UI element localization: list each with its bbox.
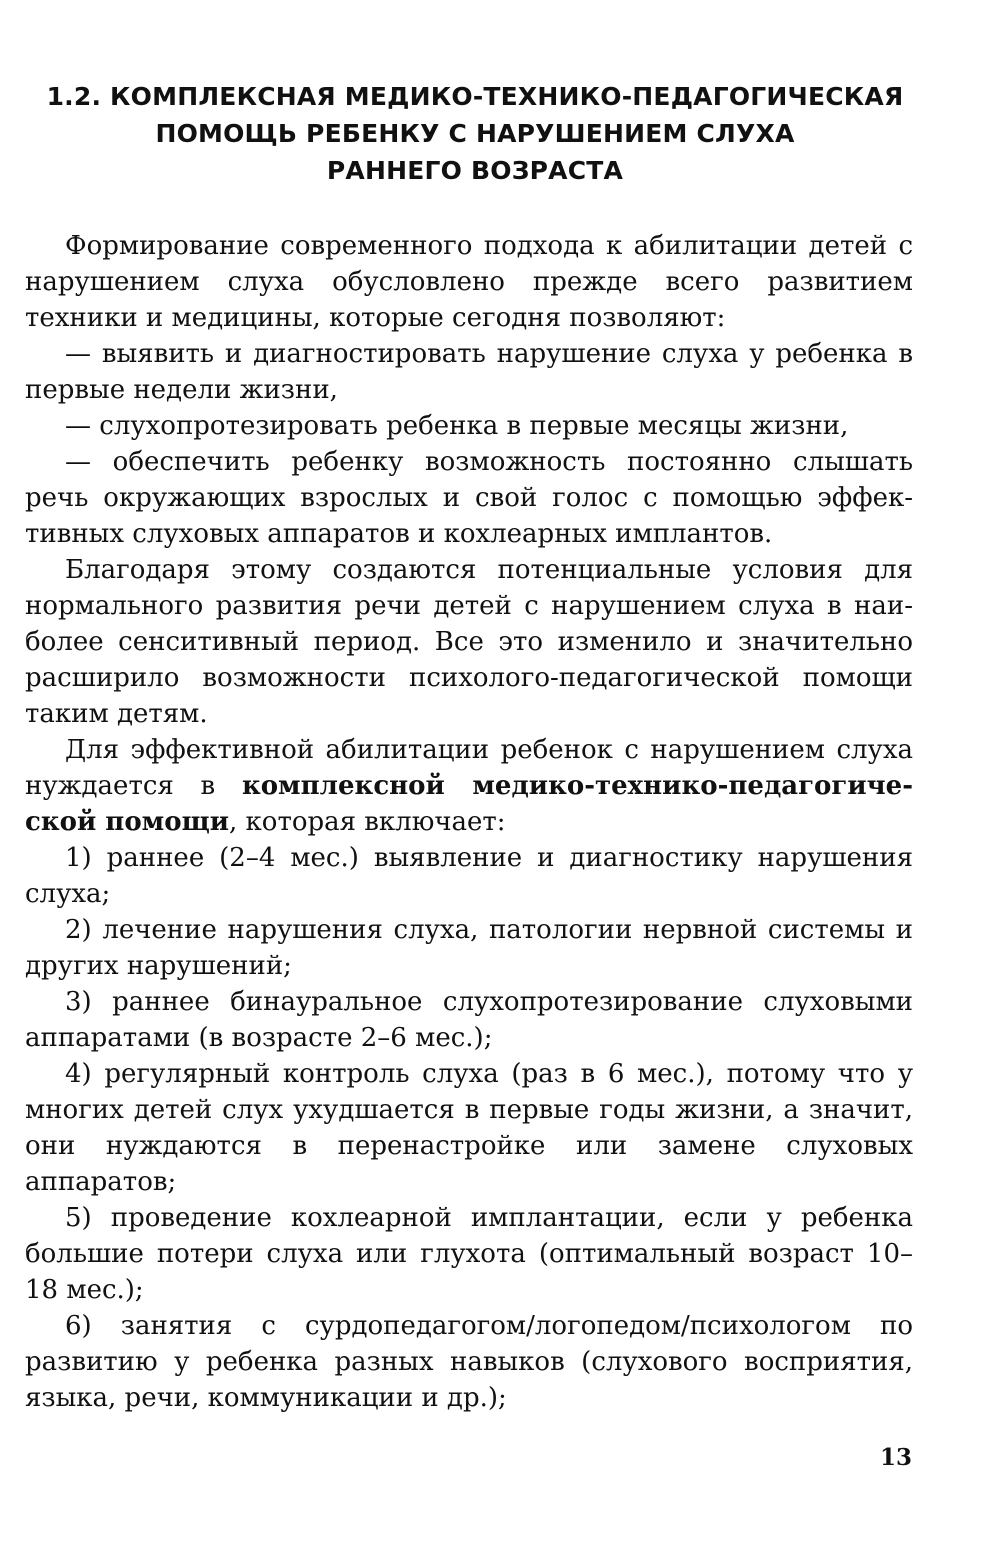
heading-line-3: РАННЕГО ВОЗРАСТА [326,156,624,185]
numbered-item: 3) раннее бинауральное слухопротезирование слуховыми аппаратами (в возрасте 2–6 мес.); [25,987,913,1053]
book-page [25,78,913,1518]
numbered-item: 5) проведение кохлеарной имплантации, если у ребенка большие потери слуха или глухота (оптимальный возраст 10–18 мес.); [25,1203,913,1305]
numbered-item: 2) лечение нарушения слуха, патологии нервной системы и других нарушений; [25,915,913,981]
dash-item: — выявить и диагностировать нарушение слуха у ребенка в первые недели жизни, [25,339,913,405]
emphasis-text: комплексной медико-технико-педагогической помощи [25,771,913,837]
heading-line-2: ПОМОЩЬ РЕБЕНКУ С НАРУШЕНИЕМ СЛУХА [155,119,795,148]
numbered-item: 4) регулярный контроль слуха (раз в 6 мес.), потому что у многих детей слух ухудшается в первые годы жизни, а значит, они нуждаются в перенастройке или замене слуховых аппаратов; [25,1059,913,1197]
paragraph-text: , которая включает: [229,807,506,837]
body-text [25,228,913,1416]
paragraph-with-emphasis [25,732,913,840]
page-number: 13 [879,1444,912,1471]
dash-item: — обеспечить ребенку возможность постоянно слышать речь окружающих взрослых и свой голос с помощью эффективных слуховых аппаратов и кохлеарных имплантов. [25,447,913,549]
section-heading [25,78,913,189]
heading-line-1: 1.2. КОМПЛЕКСНАЯ МЕДИКО-ТЕХНИКО-ПЕДАГОГИЧЕСКАЯ [46,82,904,111]
dash-item: — слухопротезировать ребенка в первые месяцы жизни, [65,411,849,441]
paragraph-text: Для эффективной абилитации ребенок с нарушением слуха нуждается в [25,735,913,801]
numbered-item: 6) занятия с сурдопедагогом/логопедом/психологом по развитию у ребенка разных навыков (слухового восприятия, языка, речи, коммуникации и др.); [25,1311,913,1413]
intro-paragraph: Формирование современного подхода к абилитации детей с нарушением слуха обусловлено прежде всего развитием техники и медицины, которые сегодня позволяют: [25,231,913,333]
numbered-item: 1) раннее (2–4 мес.) выявление и диагностику нарушения слуха; [25,843,913,909]
paragraph: Благодаря этому создаются потенциальные условия для нормального развития речи детей с нарушением слуха в наиболее сенситивный период. Все это изменило и значительно расширило возможности психолого-педагогической помощи таким детям. [25,555,913,729]
